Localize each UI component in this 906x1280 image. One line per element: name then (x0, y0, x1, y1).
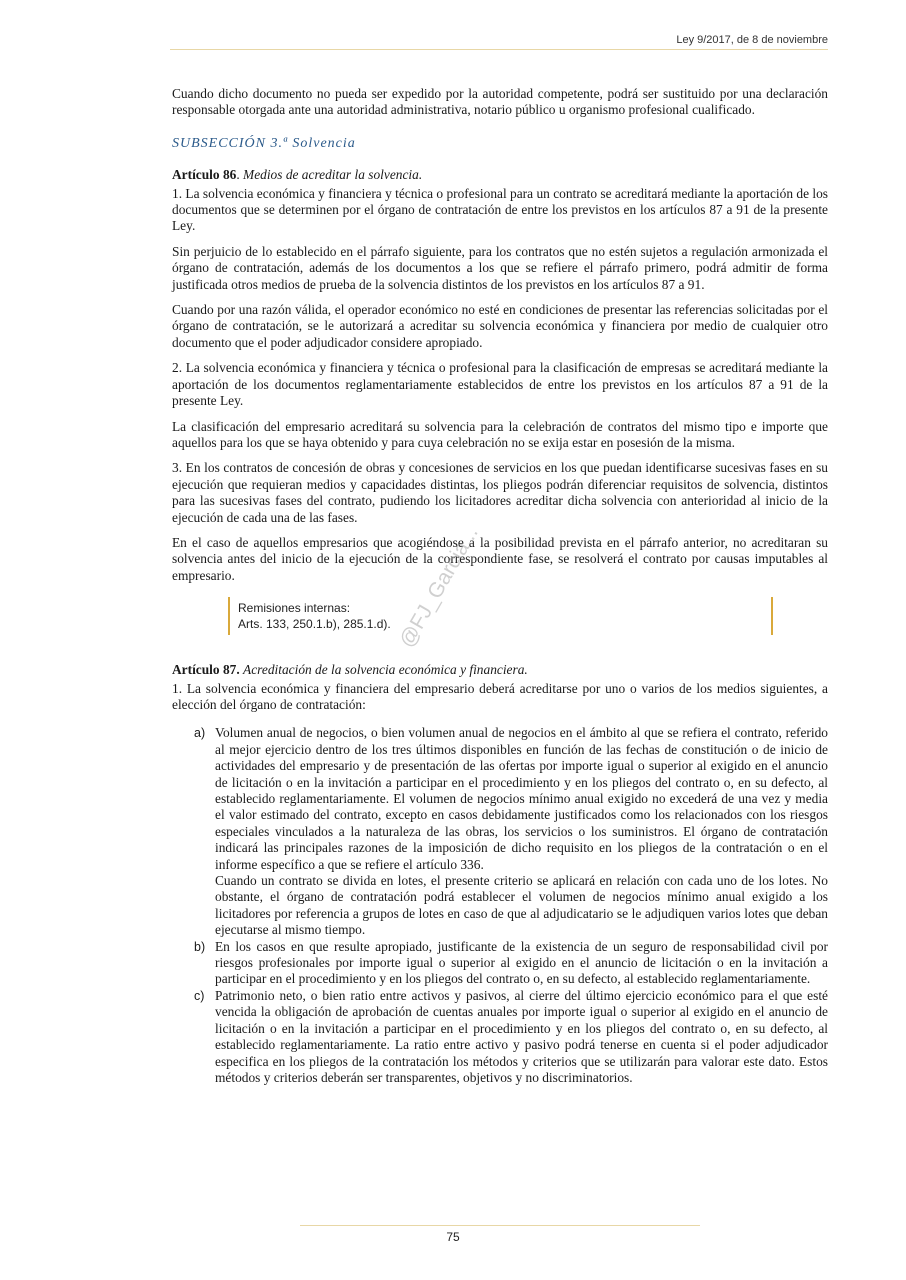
remisiones-box (228, 597, 773, 635)
article-86-title: Medios de acreditar la solvencia. (243, 167, 423, 183)
means-list (172, 725, 828, 1086)
article-87-title: Acreditación de la solvencia económica y financiera. (243, 662, 528, 678)
list-item (172, 725, 828, 938)
article-87-number: Artículo 87. (172, 662, 240, 678)
paragraph: Cuando dicho documento no pueda ser expedido por la autoridad competente, podrá ser sustituido por una declaración responsable otorgada ante una autoridad administrativa, notario público u organismo profesional cualificado. (172, 86, 828, 118)
article-87-heading (172, 662, 828, 678)
article-86-heading: Artículo 86. Medios de acreditar la solvencia. (172, 167, 423, 183)
paragraph: 2. La solvencia económica y financiera y técnica o profesional para la clasificación de empresas se acreditará mediante la aportación de los documentos reglamentariamente establecidos de entre los previstos en los artículos 87 a 91 de la presente Ley. (172, 360, 828, 409)
list-item (172, 939, 828, 988)
footer-rule (300, 1225, 700, 1226)
paragraph: 1. La solvencia económica y financiera y técnica o profesional para un contrato se acreditará mediante la aportación de los documentos que se determinen por el órgano de contratación de entre los previstos en los artículos 87 a 91 de la presente Ley. (172, 185, 828, 234)
watermark: @FJ_Garcia... (395, 522, 483, 652)
page-number: 75 (446, 1230, 460, 1244)
list-item-text: Volumen anual de negocios, o bien volumen anual de negocios en el ámbito al que se refiera el contrato, referido al mejor ejercicio dentro de los tres últimos disponibles en función de las fechas de constitución o de inicio de actividades del empresario y de presentación de las ofertas por importe igual o superior al exigido en el anuncio de licitación o en la invitación a participar en el procedimiento y en los pliegos del contrato o, en su defecto, al establecido reglamentariamente. El volumen de negocios mínimo anual exigido no excederá de una vez y media el valor estimado del contrato, excepto en casos debidamente justificados como los relacionados con los riesgos especiales vinculados a la naturaleza de las obras, los servicios o los suministros. El órgano de contratación indicará las principales razones de la imposición de dicho requisito en los pliegos de la contratación o en el informe específico a que se refiere el artículo 336. (215, 725, 828, 872)
paragraph: Cuando por una razón válida, el operador económico no esté en condiciones de presentar las referencias solicitadas por el órgano de contratación, se le autorizará a acreditar su solvencia económica y financiera por medio de cualquier otro documento que el poder adjudicador considere apropiado. (172, 302, 828, 350)
list-item-text: En los casos en que resulte apropiado, justificante de la existencia de un seguro de responsabilidad civil por riesgos profesionales por importe igual o superior al exigido en el anuncio de licitación o en la invitación a participar en el procedimiento y en los pliegos del contrato o, en su defecto, al establecido reglamentariamente. (215, 938, 828, 987)
list-item (172, 988, 828, 1086)
subsection-heading: SUBSECCIÓN 3.ª Solvencia (172, 135, 356, 151)
list-marker: a) (194, 726, 206, 741)
paragraph: Sin perjuicio de lo establecido en el párrafo siguiente, para los contratos que no estén sujetos a regulación armonizada el órgano de contratación, además de los documentos a los que se refiere el párrafo primero, podrá admitir de forma justificada otros medios de prueba de la solvencia distintos de los previstos en los artículos 87 a 91. (172, 243, 828, 292)
paragraph: 1. La solvencia económica y financiera del empresario deberá acreditarse por uno o varios de los medios siguientes, a elección del órgano de contratación: (172, 680, 828, 712)
article-86-number: Artículo 86 (172, 167, 237, 183)
list-marker: b) (194, 939, 206, 954)
page-content (172, 86, 828, 1086)
remisiones-label: Remisiones internas: (238, 601, 351, 616)
list-item-text: Patrimonio neto, o bien ratio entre activos y pasivos, al cierre del último ejercicio económico para el que esté vencida la obligación de aprobación de cuentas anuales por importe igual o superior al exigido en el anuncio de licitación o en la invitación a participar en el procedimiento y en los pliegos del contrato o, en su defecto, al establecido reglamentariamente. La ratio entre activo y pasivo podrá tenerse en cuenta si el poder adjudicador especifica en los pliegos de la contratación los métodos y criterios que se utilizarán para valorar este dato. Estos métodos y criterios deberán ser transparentes, objetivos y no discriminatorios. (215, 987, 828, 1085)
paragraph: En el caso de aquellos empresarios que acogiéndose a la posibilidad prevista en el párrafo anterior, no acreditaran su solvencia antes del inicio de la ejecución de la correspondiente fase, se resolverá el contrato por causas imputables al empresario. (172, 534, 828, 583)
paragraph: La clasificación del empresario acreditará su solvencia para la celebración de contratos del mismo tipo e importe que aquellos para los que se haya obtenido y para cuya celebración no se exija estar en posesión de la misma. (172, 418, 828, 450)
list-item-text: Cuando un contrato se divida en lotes, el presente criterio se aplicará en relación con cada uno de los lotes. No obstante, el órgano de contratación podrá establecer el volumen de negocios mínimo anual exigido a los licitadores por referencia a grupos de lotes en caso de que al adjudicatario se le adjudiquen varios lotes que deban ejecutarse al mismo tiempo. (215, 873, 828, 938)
remisiones-refs: Arts. 133, 250.1.b), 285.1.d). (238, 617, 391, 632)
running-header: Ley 9/2017, de 8 de noviembre (676, 34, 828, 46)
header-rule (170, 49, 828, 50)
paragraph: 3. En los contratos de concesión de obras y concesiones de servicios en los que puedan identificarse sucesivas fases en su ejecución que requieran medios y capacidades distintas, los pliegos podrán diferenciar requisitos de solvencia, distintos para las sucesivas fases del contrato, pudiendo los licitadores acreditar dicha solvencia con anterioridad al inicio de la ejecución de cada una de las fases. (172, 460, 828, 525)
list-marker: c) (194, 988, 205, 1003)
